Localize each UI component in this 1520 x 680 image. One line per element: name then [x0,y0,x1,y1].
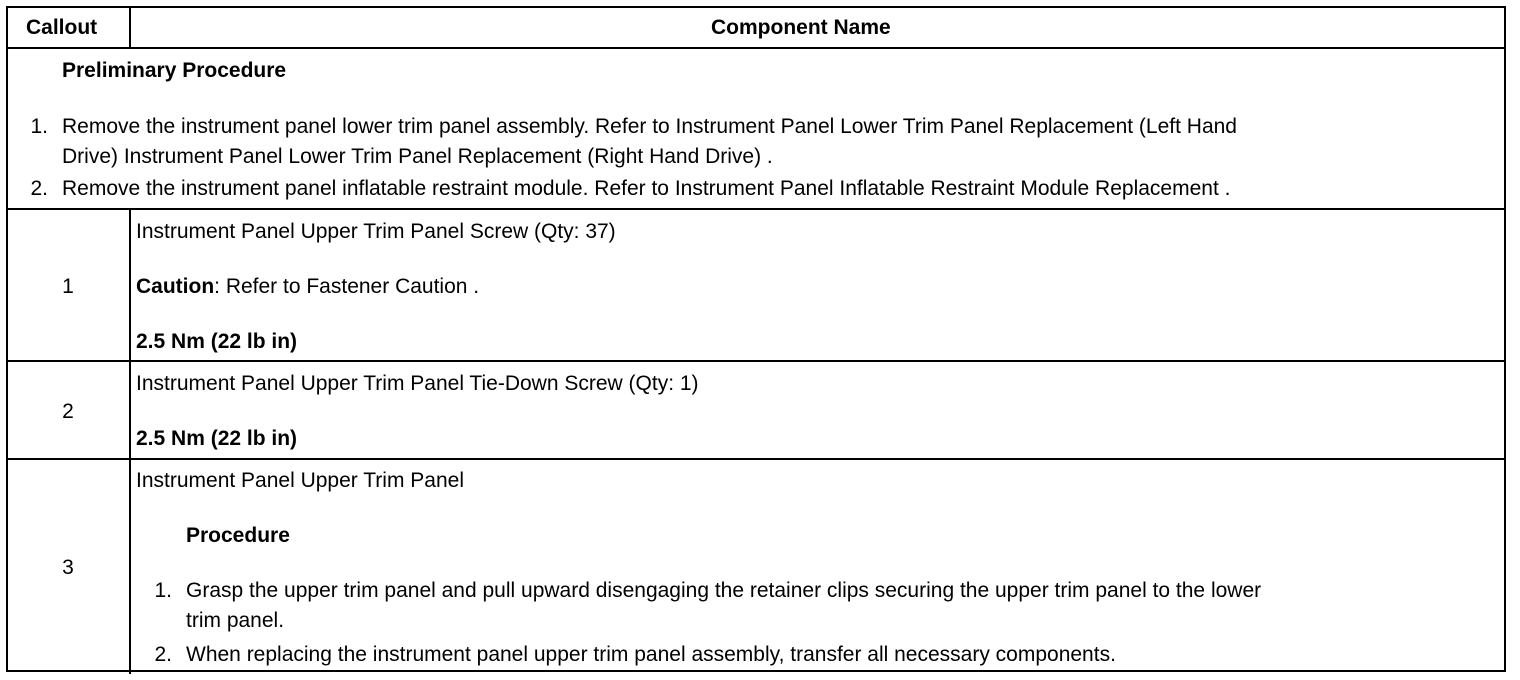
row-divider [8,360,1504,362]
procedure-step-num: 1. [154,579,172,602]
header-component-name: Component Name [711,16,891,39]
callout-divider [129,208,131,674]
caution-text: : Refer to Fastener Caution . [214,275,480,298]
row-divider [8,47,1504,49]
prelim-step-num: 1. [30,115,48,138]
header-divider [129,8,131,48]
row-divider [8,208,1504,210]
procedure-step-text: When replacing the instrument panel upper trim panel assembly, transfer all necessary components. [186,643,1116,666]
component-table [6,6,1506,672]
component-name: Instrument Panel Upper Trim Panel [136,469,464,492]
component-name: Instrument Panel Upper Trim Panel Screw (Qty: 37) [136,220,616,243]
prelim-step-text: Drive) Instrument Panel Lower Trim Panel Replacement (Right Hand Drive) . [62,145,773,168]
header-callout: Callout [26,16,98,39]
callout-number: 3 [62,556,74,579]
preliminary-title: Preliminary Procedure [62,59,287,82]
torque-spec: 2.5 Nm (22 lb in) [136,330,298,353]
caution-line [136,272,479,302]
procedure-step-num: 2. [154,643,172,666]
procedure-step-text: Grasp the upper trim panel and pull upward disengaging the retainer clips securing the upper trim panel to the lower [186,579,1262,602]
callout-number: 2 [62,400,74,423]
component-name: Instrument Panel Upper Trim Panel Tie-Down Screw (Qty: 1) [136,372,699,395]
prelim-step-num: 2. [30,177,48,200]
prelim-step-text: Remove the instrument panel inflatable restraint module. Refer to Instrument Panel Inflatable Restraint Module Replacement . [62,177,1231,200]
callout-number: 1 [62,275,74,298]
caution-label: Caution [136,275,215,298]
prelim-step-text: Remove the instrument panel lower trim panel assembly. Refer to Instrument Panel Lower Trim Panel Replacement (Left Hand [62,115,1237,138]
procedure-step-text: trim panel. [186,609,285,632]
torque-spec: 2.5 Nm (22 lb in) [136,427,298,450]
row-divider [8,458,1504,460]
procedure-title: Procedure [186,524,290,547]
